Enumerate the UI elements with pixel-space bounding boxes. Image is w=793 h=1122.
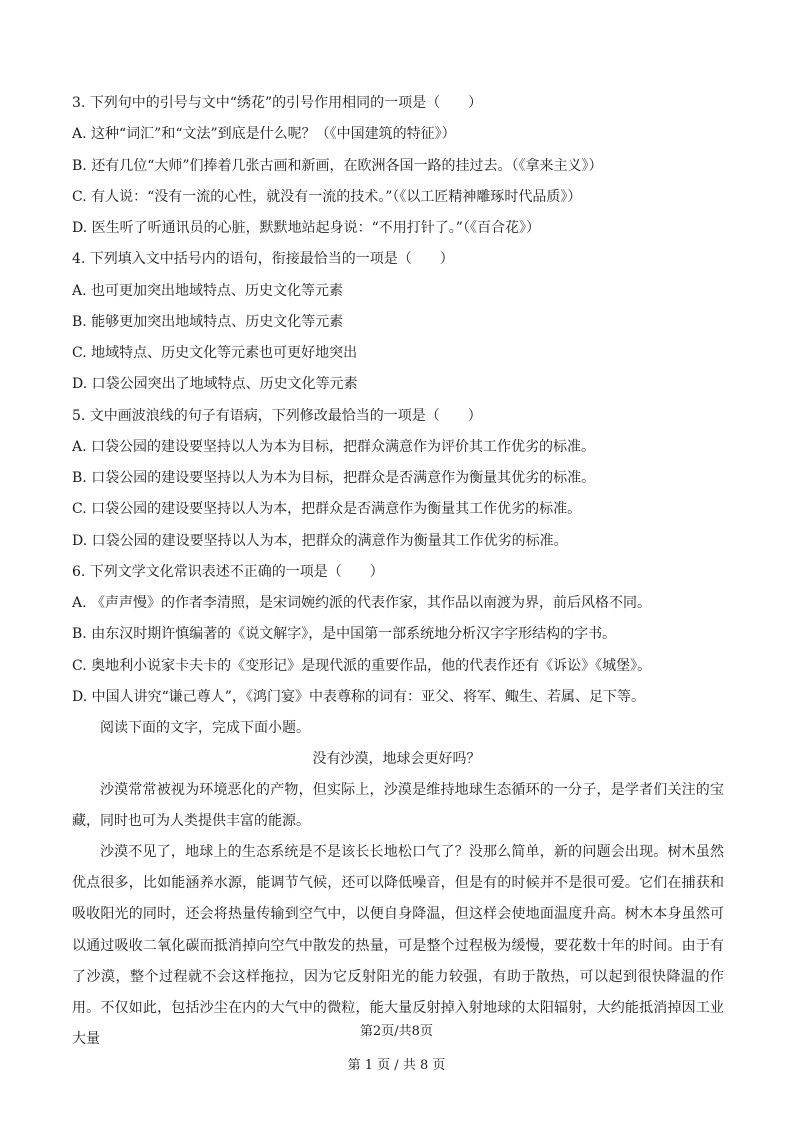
question-3-option-a: A. 这种“词汇”和“文法”到底是什么呢？（《中国建筑的特征》） [72,126,456,142]
inner-page-number: 第2页/共8页 [360,1024,433,1039]
question-5-option-a: A. 口袋公园的建设要坚持以人为本为目标，把群众满意作为评价其工作优劣的标准。 [72,439,596,455]
question-5-stem: 5. 文中画波浪线的句子有语病，下列修改最恰当的一项是（ ） [72,408,482,424]
question-5-option-c: C. 口袋公园的建设要坚持以人为本，把群众是否满意作为衡量其工作优劣的标准。 [72,501,582,517]
question-4-option-d: D. 口袋公园突出了地域特点、历史文化等元素 [72,376,358,392]
question-4-option-b: B. 能够更加突出地域特点、历史文化等元素 [72,314,344,330]
question-6-option-d: D. 中国人讲究“谦己尊人”，《鸿门宴》中表尊称的词有：亚父、将军、鲰生、若属、足下等。 [72,689,645,705]
question-3-stem: 3. 下列句中的引号与文中“绣花”的引号作用相同的一项是（ ） [72,95,483,111]
question-4-option-a: A. 也可更加突出地域特点、历史文化等元素 [72,283,344,299]
passage-paragraph-1: 沙漠常常被视为环境恶化的产物，但实际上，沙漠是维持地球生态循环的一分子，是学者们关注的宝藏，同时也可为人类提供丰富的能源。 [72,782,724,830]
reading-instruction: 阅读下面的文字，完成下面小题。 [100,720,310,736]
question-6-option-a: A. 《声声慢》的作者李清照，是宋词婉约派的代表作家，其作品以南渡为界，前后风格不同。 [72,595,652,611]
question-6-option-c: C. 奥地利小说家卡夫卡的《变形记》是现代派的重要作品，他的代表作还有《诉讼》《城堡》。 [72,658,652,674]
question-6-stem: 6. 下列文学文化常识表述不正确的一项是（ ） [72,564,384,580]
passage-title: 没有沙漠，地球会更好吗？ [312,751,481,767]
outer-page-number: 第 1 页 / 共 8 页 [347,1058,446,1073]
question-4-option-c: C. 地域特点、历史文化等元素也可更好地突出 [72,345,358,361]
question-5-option-d: D. 口袋公园的建设要坚持以人为本，把群众的满意作为衡量其工作优劣的标准。 [72,533,568,549]
question-3-option-d: D. 医生听了听通讯员的心脏，默默地站起身说：“不用打针了。”（《百合花》） [72,220,540,236]
question-3-option-b: B. 还有几位“大师”们捧着几张古画和新画，在欧洲各国一路的挂过去。（《拿来主义》） [72,158,603,174]
passage-paragraph-2: 沙漠不见了，地球上的生态系统是不是该长长地松口气了？没那么简单，新的问题会出现。树木虽然优点很多，比如能涵养水源，能调节气候，还可以降低噪音，但是有的时候并不是很可爱。它们在捕获和吸收阳光的同时，还会将热量传输到空气中，以便自身降温，但这样会使地面温度升高。树木本身虽然可以通过吸收二氧化碳而抵消掉向空气中散发的热量，可是整个过程极为缓慢，要花数十年的时间。由于有了沙漠，整个过程就不会这样拖拉，因为它反射阳光的能力较强，有助于散热，可以起到很快降温的作用。不仅如此，包括沙尘在内的大气中的微粒，能大量反射掉入射地球的太阳辐射，大约能抵消掉因工业大量 [72,844,724,1048]
question-5-option-b: B. 口袋公园的建设要坚持以人为本为目标，把群众是否满意作为衡量其优劣的标准。 [72,470,596,486]
question-4-stem: 4. 下列填入文中括号内的语句，衔接最恰当的一项是（ ） [72,251,454,267]
question-6-option-b: B. 由东汉时期许慎编著的《说文解字》，是中国第一部系统地分析汉字字形结构的字书。 [72,626,617,642]
question-3-option-c: C. 有人说：“没有一流的心性，就没有一流的技术。”（《以工匠精神雕琢时代品质》） [72,189,582,205]
